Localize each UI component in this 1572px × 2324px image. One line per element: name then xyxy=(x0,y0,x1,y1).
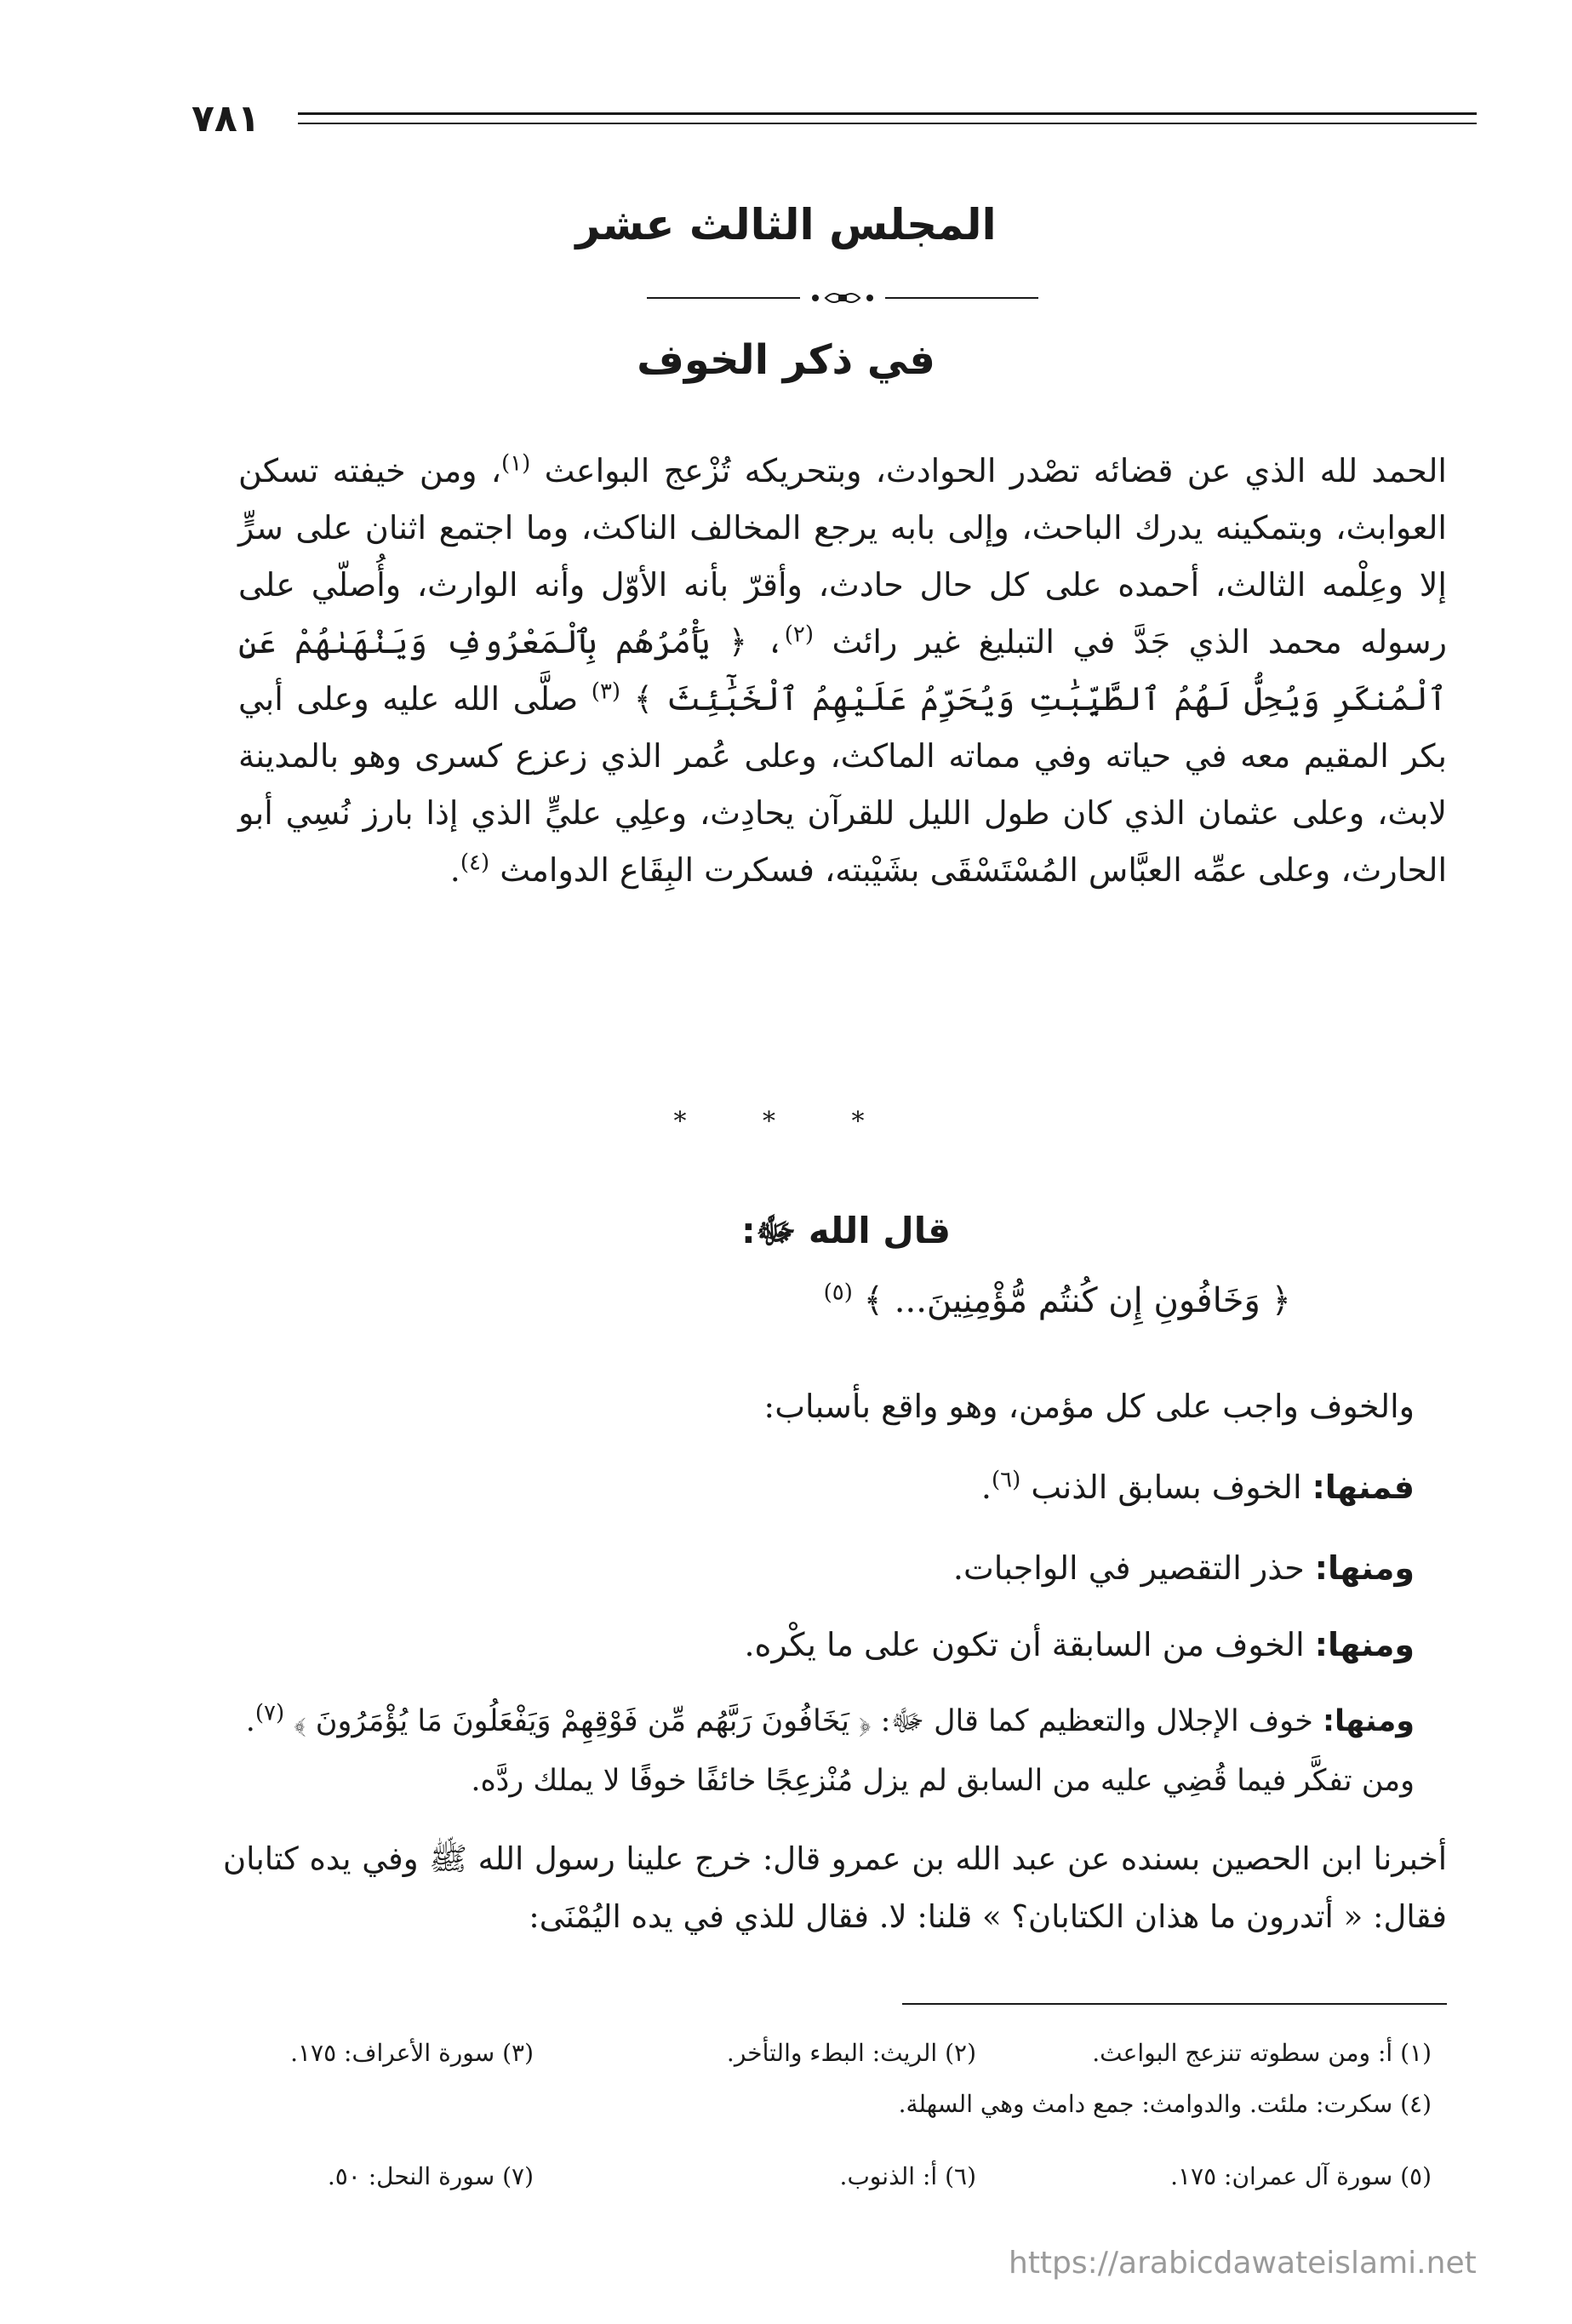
section-separator: * * * xyxy=(673,1107,899,1136)
footnote-1: (١) أ: ومن سطوته تنزعج البواعث. xyxy=(1092,2039,1432,2067)
footnote-2: (٢) الريث: البطء والتأخر. xyxy=(726,2039,976,2067)
page-number: ٧٨١ xyxy=(191,97,260,140)
ornament-divider xyxy=(647,285,1038,311)
footnote-ref-4[interactable]: (٤) xyxy=(460,850,490,876)
hadith-text: أخبرنا ابن الحصين بسنده عن عبد الله بن عمرو قال: خرج علينا رسول الله ﷺ وفي يده كتابان فقال: « أتدرون ما هذان الكتابان؟ » قلنا: لا. فقال للذي في يده اليُمْنَى: xyxy=(223,1840,1447,1935)
reason-text-3: الخوف من السابقة أن تكون على ما يكْره. xyxy=(744,1626,1315,1663)
footnote-6: (٦) أ: الذنوب. xyxy=(839,2162,976,2190)
header-rule-bottom xyxy=(298,123,1477,124)
footnote-ref-7[interactable]: (٧) xyxy=(254,1700,285,1726)
footnote-ref-2[interactable]: (٢) xyxy=(784,621,815,648)
reflection-text: ومن تفكَّر فيما قُضِي عليه من السابق لم يزل مُنْزعِجًا خائفًا خوفًا لا يملك ردَّه. xyxy=(471,1764,1415,1798)
footnote-3: (٣) سورة الأعراف: ١٧٥. xyxy=(290,2039,534,2067)
reason-text-1: الخوف بسابق الذنب xyxy=(1031,1468,1312,1506)
footnote-ref-1[interactable]: (١) xyxy=(501,450,531,477)
reason-label-2: ومنها: xyxy=(1314,1549,1415,1587)
footnote-ref-5[interactable]: (٥) xyxy=(823,1279,853,1306)
reason-text-2: حذر التقصير في الواجبات. xyxy=(952,1549,1315,1587)
intro-text-1: الحمد لله الذي عن قضائه تصْدر الحوادث، وبتحريكه تُزْعج البواعث xyxy=(544,452,1447,489)
body-line-2: فمنها: الخوف بسابق الذنب $^{(٦)}$. xyxy=(980,1467,1415,1506)
reason-label-4: ومنها: xyxy=(1323,1704,1415,1738)
section-title: في ذكر الخوف xyxy=(637,336,935,384)
footnote-ref-6[interactable]: (٦) xyxy=(991,1467,1021,1493)
footnote-5: (٥) سورة آل عمران: ١٧٥. xyxy=(1170,2162,1432,2190)
reason-label-1: فمنها: xyxy=(1312,1468,1415,1506)
body-line-3 xyxy=(953,1549,1415,1587)
reason-text-4: خوف الإجلال والتعظيم كما قال ﷻ: ﴿ يَخَافُونَ رَبَّهُم مِّن فَوْقِهِمْ وَيَفْعَلُونَ مَا يُؤْمَرُونَ ﴾ xyxy=(294,1704,1323,1738)
body-line-5: ومنها: خوف الإجلال والتعظيم كما قال ﷻ: ﴿ يَخَافُونَ رَبَّهُم مِّن فَوْقِهِمْ وَيَفْعَلُونَ مَا يُؤْمَرُونَ ﴾ $^{(٧)}$. xyxy=(245,1700,1415,1738)
watermark-url: https://arabicdawateislami.net xyxy=(1009,2246,1477,2281)
hadith-paragraph xyxy=(223,1830,1447,1946)
fear-obligation: والخوف واجب على كل مؤمن، وهو واقع بأسباب: xyxy=(763,1388,1415,1425)
footnote-ref-3[interactable]: (٣) xyxy=(591,678,621,705)
quran-quote-araf: ، ﴿ يَأْمُرُهُم بِٱلْمَعْرُوفِ وَيَنْهَىٰهُمْ عَنِ ٱلْمُنكَرِ وَيُحِلُّ لَهُمُ ٱلطَّيِّبَٰتِ وَيُحَرِّمُ عَلَيْهِمُ ٱلْخَبَٰٓئِثَ ﴾ xyxy=(238,623,1447,718)
body-line-1 xyxy=(763,1388,1415,1425)
footnote-separator xyxy=(902,2003,1447,2005)
intro-text-2: ، ومن خيفته تسكن العوابث، وبتمكينه يدرك الباحث، وإلى بابه يرجع المخالف الناكث، وما اجتمع اثنان على سرٍّ إلا وعِلْمه الثالث، أحمده على كل حال حادث، وأقرّ بأنه الأوّل وأنه الوارث، وأُصلّي على رسوله محمد الذي جَدَّ في التبليغ غير رائث xyxy=(238,452,1447,661)
page-header xyxy=(191,95,1477,155)
intro-paragraph xyxy=(238,443,1447,899)
body-line-6 xyxy=(471,1764,1415,1798)
verse-line xyxy=(824,1281,1291,1320)
footnote-4: (٤) سكرت: ملئت. والدوامث: جمع دامث وهي السهلة. xyxy=(898,2090,1432,2118)
intro-end: . xyxy=(449,851,460,889)
body-line-4 xyxy=(744,1626,1415,1663)
session-title: المجلس الثالث عشر xyxy=(575,200,997,249)
verse-text: ﴿ وَخَافُونِ إِن كُنتُم مُّؤْمِنِينَ... ﴾ xyxy=(863,1281,1291,1320)
header-rule-top xyxy=(298,112,1477,115)
footnote-7: (٧) سورة النحل: ٥٠. xyxy=(327,2162,534,2190)
said-heading: قال الله ﷻ: xyxy=(741,1210,951,1251)
intro-text-3: صلَّى الله عليه وعلى أبي بكر المقيم معه في حياته وفي مماته الماكث، وعلى عُمر الذي زعزع كسرى وهو بالمدينة لابث، وعلى عثمان الذي كان طول الليل للقرآن يحادِث، وعلِي عليٍّ الذي إذا بارز نُسِي أبو الحارث، وعلى عمِّه العبَّاس المُسْتَسْقَى بشَيْبته، فسكرت البِقَاع الدوامث xyxy=(238,680,1447,889)
reason-label-3: ومنها: xyxy=(1314,1626,1415,1663)
